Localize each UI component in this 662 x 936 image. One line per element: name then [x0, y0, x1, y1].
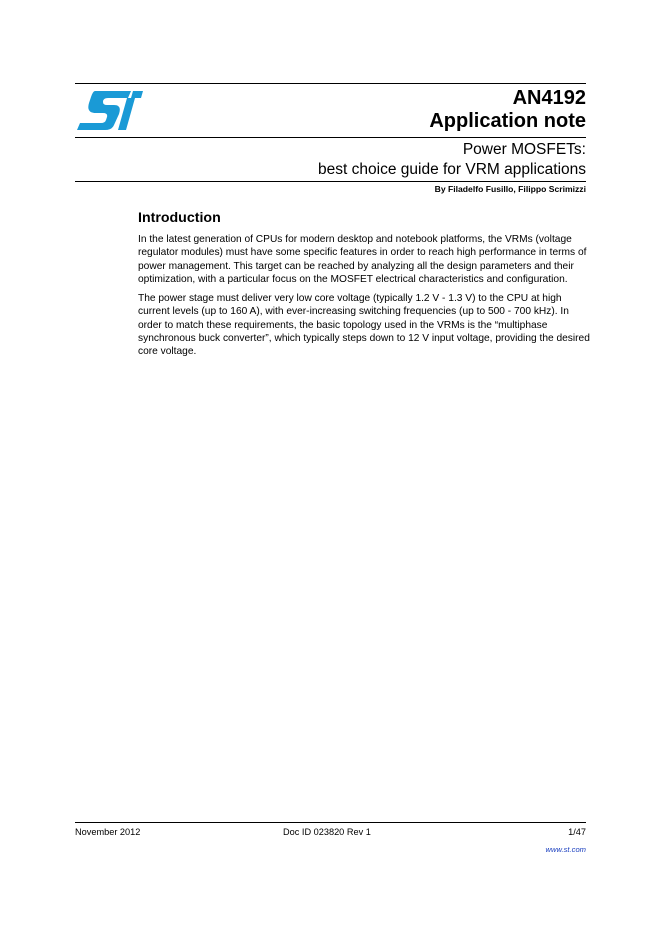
st-logo-icon [75, 89, 143, 131]
introduction-heading: Introduction [138, 210, 221, 226]
doc-number: AN4192 [512, 87, 586, 109]
header-mid-rule [75, 137, 586, 138]
header-bottom-rule [75, 181, 586, 182]
doc-type: Application note [429, 110, 586, 132]
footer-date: November 2012 [75, 827, 141, 837]
footer-doc-id: Doc ID 023820 Rev 1 [283, 827, 371, 837]
doc-subtitle-line2: best choice guide for VRM applications [318, 161, 586, 178]
website-link[interactable]: www.st.com [545, 845, 586, 854]
introduction-paragraph-1: In the latest generation of CPUs for modern desktop and notebook platforms, the VRMs (voltage regulator modules) must have some specific features in order to reach high performance in terms of power management. This target can be reached by analyzing all the design parameters and their optimization, with a particular focus on the MOSFET electrical characteristics and configuration. [138, 234, 587, 285]
footer-rule [75, 822, 586, 823]
introduction-section [138, 209, 590, 365]
doc-subtitle-line1: Power MOSFETs: [462, 141, 586, 158]
footer-page-number: 1/47 [568, 827, 586, 837]
introduction-paragraph-2: The power stage must deliver very low core voltage (typically 1.2 V - 1.3 V) to the CPU at high current levels (up to 160 A), with ever-increasing switching frequencies (up to 500 - 700 kHz). In order to match these requirements, the basic topology used in the VRMs is the “multiphase synchronous buck converter”, which typically steps down to 12 V input voltage, providing the desired core voltage. [138, 293, 590, 358]
header-top-rule [75, 83, 586, 84]
authors: By Filadelfo Fusillo, Filippo Scrimizzi [434, 184, 586, 194]
